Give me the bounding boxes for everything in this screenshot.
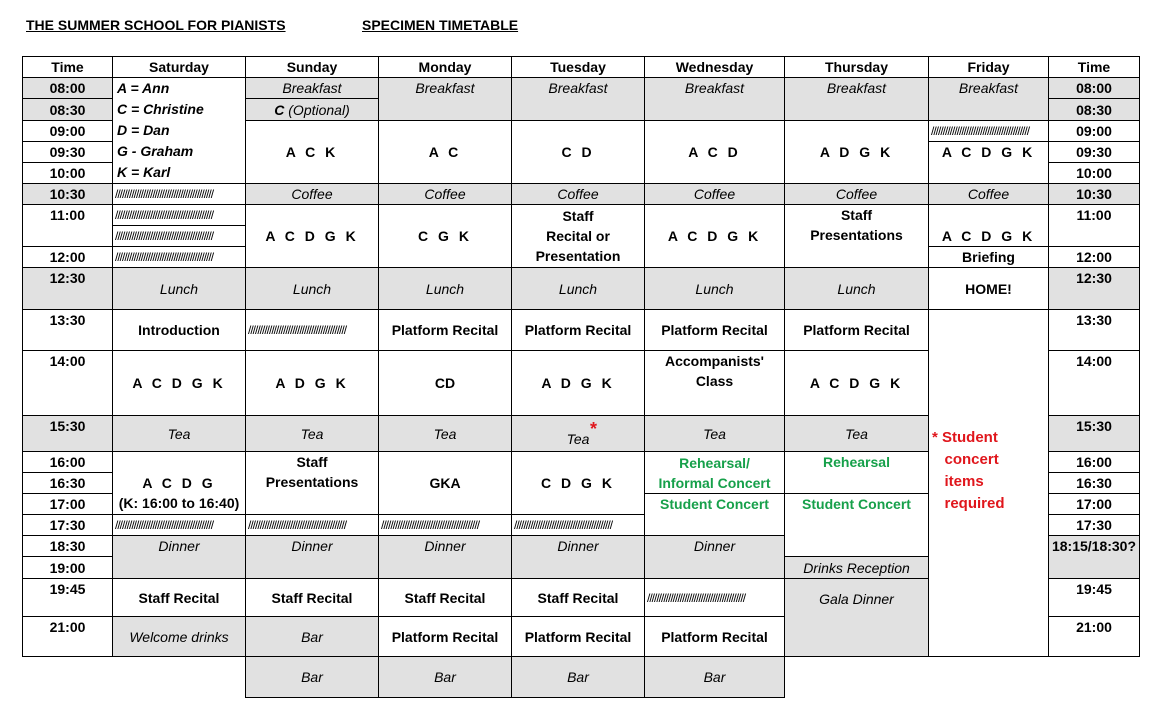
column-header: Tuesday — [511, 56, 645, 78]
session-cell: A C D G K — [644, 204, 785, 268]
tutor-key-item: K = Karl — [117, 164, 171, 180]
column-header: Time — [22, 56, 113, 78]
timetable-title: SPECIMEN TIMETABLE — [362, 17, 519, 33]
tutor-key-item: C = Christine — [117, 101, 204, 117]
time-cell: 16:30 — [22, 472, 113, 494]
time-cell: 12:00 — [22, 246, 113, 268]
session-cell: C D G K — [511, 451, 645, 515]
platform-recital-cell: Platform Recital — [644, 309, 785, 351]
session-cell: A C D — [644, 120, 785, 184]
coffee-cell: Coffee — [245, 183, 379, 205]
staff-recital-cell: Staff Recital — [511, 578, 645, 617]
hatch-cell: ////////////////////////////////////////// — [928, 120, 1049, 142]
session-cell: A C D G K — [245, 204, 379, 268]
tutor-key-item: A = Ann — [117, 80, 170, 96]
column-header: Sunday — [245, 56, 379, 78]
time-cell: 17:30 — [22, 514, 113, 536]
time-cell: 21:00 — [22, 616, 113, 657]
rehearsal-cell: Rehearsal/ Informal Concert — [644, 451, 785, 494]
bar-cell: Bar — [378, 656, 512, 698]
hatch-cell: ////////////////////////////////////////// — [112, 514, 246, 536]
session-cell: A D G K — [511, 350, 645, 416]
breakfast-cell: Breakfast — [378, 77, 512, 121]
time-cell: 12:00 — [1048, 246, 1140, 268]
session-cell: C D — [511, 120, 645, 184]
session-cell: A D G K — [784, 120, 929, 184]
student-concert-cell: Student Concert — [644, 493, 785, 536]
time-cell: 18:15/18:30? — [1048, 535, 1140, 579]
school-title: THE SUMMER SCHOOL FOR PIANISTS — [26, 17, 286, 33]
session-cell — [112, 451, 246, 515]
tutor-key-item: G - Graham — [117, 143, 194, 159]
staff-recital-cell: Staff Recital — [245, 578, 379, 617]
breakfast-cell: Breakfast — [928, 77, 1049, 121]
platform-recital-cell: Platform Recital — [511, 309, 645, 351]
time-cell: 13:30 — [1048, 309, 1140, 351]
time-cell: 16:00 — [22, 451, 113, 473]
optional-breakfast-cell — [245, 98, 379, 121]
bar-cell: Bar — [511, 656, 645, 698]
time-cell: 08:30 — [1048, 98, 1140, 121]
introduction-cell: Introduction — [112, 309, 246, 351]
dinner-cell: Dinner — [644, 535, 785, 579]
hatch-cell: ////////////////////////////////////////// — [378, 514, 512, 536]
bar-cell: Bar — [644, 656, 785, 698]
tea-cell: Tea — [112, 415, 246, 452]
dinner-cell: Dinner — [245, 535, 379, 579]
time-cell: 15:30 — [1048, 415, 1140, 452]
lunch-cell: Lunch — [644, 267, 785, 310]
welcome-drinks-cell: Welcome drinks — [112, 616, 246, 657]
tutor-c: C — [274, 101, 285, 118]
time-cell: 10:00 — [1048, 162, 1140, 184]
time-cell: 18:30 — [22, 535, 113, 557]
rehearsal-cell: Rehearsal — [784, 451, 929, 494]
session-cell: C G K — [378, 204, 512, 268]
hatch-cell: ////////////////////////////////////////// — [511, 514, 645, 536]
time-cell: 19:45 — [22, 578, 113, 617]
hatch-cell: ////////////////////////////////////////// — [112, 183, 246, 205]
column-header: Thursday — [784, 56, 929, 78]
time-cell: 09:30 — [1048, 141, 1140, 163]
time-cell: 08:00 — [22, 77, 113, 99]
briefing-cell: Briefing — [928, 246, 1049, 268]
column-header: Time — [1048, 56, 1140, 78]
accompanists-class-cell: Accompanists' Class — [644, 350, 785, 416]
breakfast-cell: Breakfast — [644, 77, 785, 121]
time-cell: 10:00 — [22, 162, 113, 184]
hatch-cell: ////////////////////////////////////////// — [112, 246, 246, 268]
time-cell: 19:45 — [1048, 578, 1140, 617]
time-cell: 09:30 — [22, 141, 113, 163]
dinner-cell: Dinner — [511, 535, 645, 579]
time-cell: 09:00 — [1048, 120, 1140, 142]
session-cell: CD — [378, 350, 512, 416]
time-cell: 17:30 — [1048, 514, 1140, 536]
column-header: Wednesday — [644, 56, 785, 78]
hatch-cell: ////////////////////////////////////////// — [112, 204, 246, 226]
star-marker: * — [590, 419, 598, 439]
lunch-cell: Lunch — [245, 267, 379, 310]
time-cell: 09:00 — [22, 120, 113, 142]
coffee-cell: Coffee — [784, 183, 929, 205]
time-cell: 10:30 — [1048, 183, 1140, 205]
lunch-cell: Lunch — [112, 267, 246, 310]
dinner-cell: Dinner — [112, 535, 246, 579]
coffee-cell: Coffee — [928, 183, 1049, 205]
session-cell: GKA — [378, 451, 512, 515]
breakfast-cell: Breakfast — [245, 77, 379, 99]
time-cell: 11:00 — [1048, 204, 1140, 247]
optional-label: (Optional) — [288, 101, 350, 118]
time-cell: 11:00 — [22, 204, 113, 247]
coffee-cell: Coffee — [511, 183, 645, 205]
staff-recital-cell: Staff Recital — [112, 578, 246, 617]
time-cell: 13:30 — [22, 309, 113, 351]
time-cell: 21:00 — [1048, 616, 1140, 657]
hatch-cell: ////////////////////////////////////////// — [245, 309, 379, 351]
staff-presentations-cell: Staff Presentations — [245, 451, 379, 515]
session-cell: A C — [378, 120, 512, 184]
tea-cell: Tea — [644, 415, 785, 452]
column-header: Friday — [928, 56, 1049, 78]
breakfast-cell: Breakfast — [784, 77, 929, 121]
staff-recital-cell: Staff Recital or Presentation — [511, 204, 645, 268]
column-header: Saturday — [112, 56, 246, 78]
time-cell: 08:00 — [1048, 77, 1140, 99]
session-cell: A C D G K — [928, 141, 1049, 184]
platform-recital-cell: Platform Recital — [644, 616, 785, 657]
coffee-cell: Coffee — [378, 183, 512, 205]
session-cell: A C D G K — [112, 350, 246, 416]
lunch-cell: Lunch — [378, 267, 512, 310]
karl-time-note: (K: 16:00 to 16:40) — [118, 495, 240, 511]
time-cell: 15:30 — [22, 415, 113, 452]
home-cell: HOME! — [928, 267, 1049, 310]
hatch-cell: ////////////////////////////////////////// — [644, 578, 785, 617]
student-concert-cell: Student Concert — [784, 493, 929, 557]
time-cell: 16:30 — [1048, 472, 1140, 494]
time-cell: 16:00 — [1048, 451, 1140, 473]
student-concert-note: * Student concert items required — [932, 429, 1005, 512]
drinks-reception-cell: Drinks Reception — [784, 556, 929, 579]
session-cell: A C D G K — [784, 350, 929, 416]
tea-cell: Tea — [511, 415, 645, 452]
platform-recital-cell: Platform Recital — [511, 616, 645, 657]
time-cell: 12:30 — [22, 267, 113, 310]
time-cell: 12:30 — [1048, 267, 1140, 310]
staff-recital-cell: Staff Recital — [378, 578, 512, 617]
time-cell: 14:00 — [1048, 350, 1140, 416]
time-cell: 08:30 — [22, 98, 113, 121]
platform-recital-cell: Platform Recital — [378, 309, 512, 351]
tea-cell: Tea — [245, 415, 379, 452]
hatch-cell: ////////////////////////////////////////// — [112, 225, 246, 247]
session-cell: A D G K — [245, 350, 379, 416]
time-cell: 14:00 — [22, 350, 113, 416]
bar-cell: Bar — [245, 656, 379, 698]
tea-cell: Tea — [378, 415, 512, 452]
lunch-cell: Lunch — [511, 267, 645, 310]
tutor-key-item: D = Dan — [117, 122, 170, 138]
coffee-cell: Coffee — [644, 183, 785, 205]
staff-presentations-cell: Staff Presentations — [784, 204, 929, 268]
gala-dinner-cell: Gala Dinner — [784, 578, 929, 657]
hatch-cell: ////////////////////////////////////////// — [245, 514, 379, 536]
lunch-cell: Lunch — [784, 267, 929, 310]
platform-recital-cell: Platform Recital — [784, 309, 929, 351]
tea-cell: Tea — [784, 415, 929, 452]
time-cell: 17:00 — [22, 493, 113, 515]
time-cell: 10:30 — [22, 183, 113, 205]
dinner-cell: Dinner — [378, 535, 512, 579]
bar-cell: Bar — [245, 616, 379, 657]
platform-recital-cell: Platform Recital — [378, 616, 512, 657]
time-cell: 19:00 — [22, 556, 113, 579]
session-tutors: A C D G — [142, 475, 216, 491]
column-header: Monday — [378, 56, 512, 78]
time-cell: 17:00 — [1048, 493, 1140, 515]
breakfast-cell: Breakfast — [511, 77, 645, 121]
session-cell: A C K — [245, 120, 379, 184]
session-cell: A C D G K — [928, 204, 1049, 247]
